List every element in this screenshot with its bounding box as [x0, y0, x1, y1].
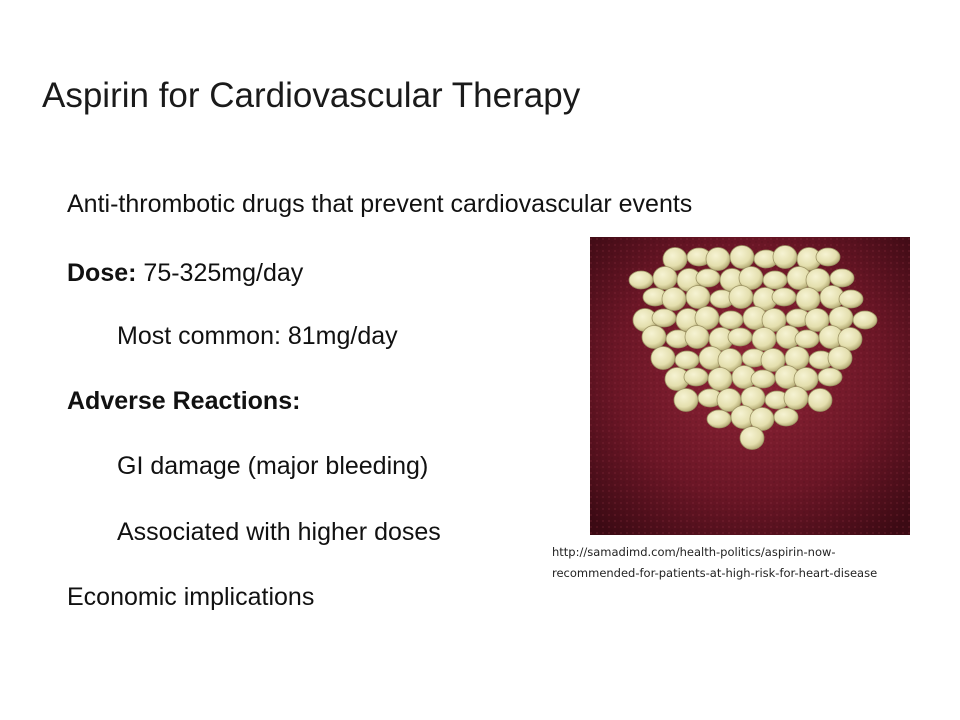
heart-of-pills-photo — [590, 237, 910, 535]
pill — [674, 389, 698, 412]
pill — [853, 311, 877, 329]
pill — [828, 347, 852, 370]
image-source-caption — [552, 542, 952, 584]
bullet-anti-thrombotic: Anti-thrombotic drugs that prevent cardiovascular events — [67, 190, 693, 218]
caption-line-1: http://samadimd.com/health-politics/aspirin-now- — [552, 545, 836, 559]
pill — [730, 246, 754, 269]
slide-title: Aspirin for Cardiovascular Therapy — [42, 76, 581, 115]
pill — [763, 271, 787, 289]
pill — [839, 290, 863, 308]
pill — [818, 368, 842, 386]
pill — [774, 408, 798, 426]
pill — [784, 387, 808, 410]
pill — [653, 267, 677, 290]
caption-line-2: recommended-for-patients-at-high-risk-for-heart-disease — [552, 566, 878, 580]
bullet-adverse-reactions: Adverse Reactions: — [67, 387, 301, 415]
pill — [651, 347, 675, 370]
bullet-dose — [67, 259, 303, 288]
bullet-higher-doses: Associated with higher doses — [117, 518, 441, 546]
pill — [696, 269, 720, 287]
pill — [642, 326, 666, 349]
dose-label: Dose: — [67, 259, 137, 287]
pill — [808, 389, 832, 412]
pill — [662, 288, 686, 311]
pill — [773, 246, 797, 269]
pill — [686, 286, 710, 309]
pill — [706, 248, 730, 271]
pill — [751, 370, 775, 388]
bullet-most-common: Most common: 81mg/day — [117, 322, 398, 350]
pill — [740, 427, 764, 450]
dose-value: 75-325mg/day — [143, 259, 304, 287]
pill — [675, 351, 699, 369]
pill — [728, 328, 752, 346]
pill — [796, 288, 820, 311]
pill — [729, 286, 753, 309]
pill — [795, 330, 819, 348]
pill — [684, 368, 708, 386]
pill — [830, 269, 854, 287]
pill — [719, 311, 743, 329]
pill — [629, 271, 653, 289]
pill — [816, 248, 840, 266]
pill — [772, 288, 796, 306]
bullet-economic: Economic implications — [67, 583, 315, 611]
pill — [708, 368, 732, 391]
pill — [652, 309, 676, 327]
pill — [752, 328, 776, 351]
bullet-gi-damage: GI damage (major bleeding) — [117, 452, 429, 480]
pill — [707, 410, 731, 428]
pill — [685, 326, 709, 349]
